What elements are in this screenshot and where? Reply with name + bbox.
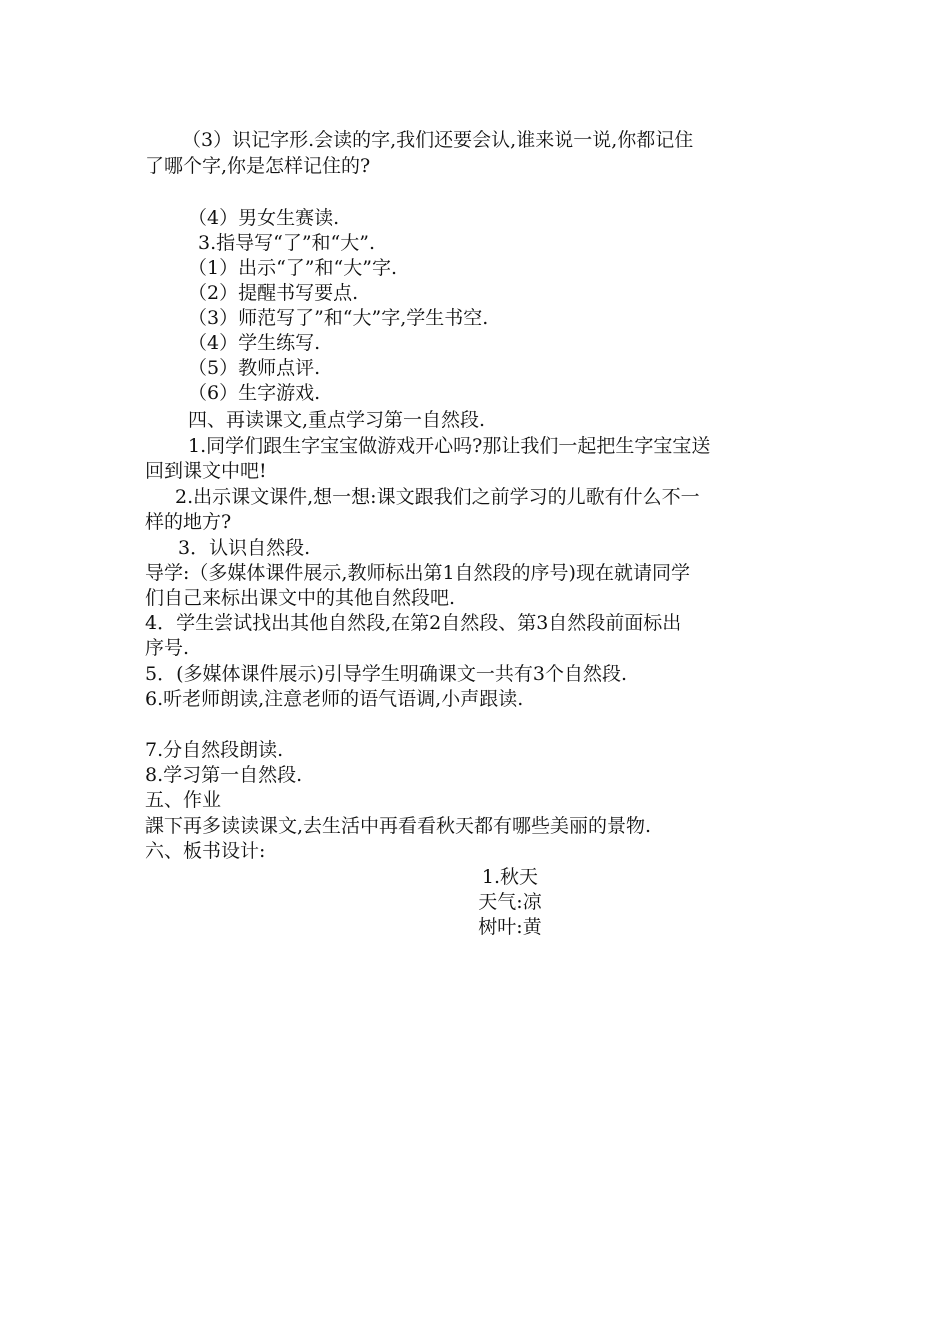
board-row: 天气:凉 — [478, 891, 542, 913]
paragraph-line: （2）提醒书写要点. — [188, 282, 359, 304]
paragraph-line: （4）男女生赛读. — [188, 207, 340, 229]
paragraph-line: 1.同学们跟生字宝宝做游戏开心吗?那让我们一起把生字宝宝送 — [188, 435, 711, 457]
paragraph-line: 3．认识自然段. — [178, 537, 311, 559]
paragraph-line: 6.听老师朗读,注意老师的语气语调,小声跟读. — [145, 688, 524, 710]
paragraph-line: 了哪个字,你是怎样记住的? — [145, 155, 371, 177]
board-title: 1.秋天 — [481, 866, 539, 888]
paragraph-line: 回到课文中吧! — [145, 460, 267, 482]
paragraph-line: 7.分自然段朗读. — [145, 739, 284, 761]
paragraph-line: 2.出示课文课件,想一想:课文跟我们之前学习的儿歌有什么不一 — [175, 486, 700, 508]
paragraph-line: （6）生字游戏. — [188, 382, 321, 404]
paragraph-line: 5．(多媒体课件展示)引导学生明确课文一共有3个自然段. — [145, 663, 628, 685]
paragraph-line: 导学:（多媒体课件展示,教师标出第1自然段的序号)现在就请同学 — [145, 562, 690, 584]
paragraph-line: 8.学习第一自然段. — [145, 764, 303, 786]
paragraph-line: 4．学生尝试找出其他自然段,在第2自然段、第3自然段前面标出 — [145, 612, 682, 634]
paragraph-line: （1）出示“了”和“大”字. — [188, 257, 397, 279]
paragraph-line: （3）识记字形.会读的字,我们还要会认,谁来说一说,你都记住 — [182, 129, 694, 151]
paragraph-line: 序号. — [145, 637, 190, 659]
board-row: 树叶:黄 — [478, 916, 542, 938]
paragraph-line: （5）教师点评. — [188, 357, 321, 379]
paragraph-line: 課下再多读读课文,去生活中再看看秋天都有哪些美丽的景物. — [145, 815, 652, 837]
paragraph-line: （3）师范写了”和“大”字,学生书空. — [188, 307, 489, 329]
section-heading: 四、再读课文,重点学习第一自然段. — [188, 409, 486, 431]
paragraph-line: （4）学生练写. — [188, 332, 321, 354]
paragraph-line: 样的地方? — [145, 511, 232, 533]
paragraph-line: 们自己来标出课文中的其他自然段吧. — [145, 587, 456, 609]
section-heading: 五、作业 — [145, 789, 222, 811]
section-heading: 六、板书设计: — [145, 840, 266, 862]
paragraph-line: 3.指导写“了”和“大”. — [198, 232, 376, 254]
